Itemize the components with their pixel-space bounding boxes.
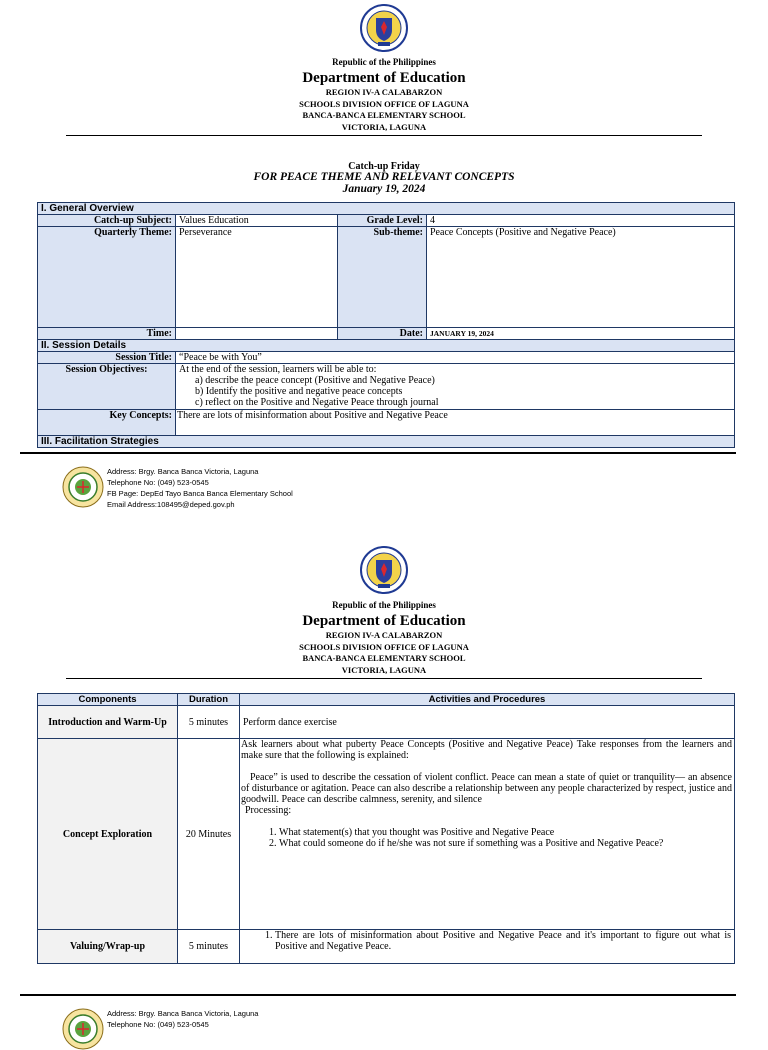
table-row <box>38 739 735 930</box>
date-label: Date: <box>338 328 427 340</box>
activity-intro: Perform dance exercise <box>240 706 735 739</box>
school-line: BANCA-BANCA ELEMENTARY SCHOOL <box>302 110 466 120</box>
catchup-date: January 19, 2024 <box>342 183 426 195</box>
duration-concept: 20 Minutes <box>178 739 240 930</box>
department-title: Department of Education <box>302 70 466 86</box>
region-line: REGION IV-A CALABARZON <box>325 630 443 640</box>
valuing-item: 1. There are lots of misinformation about Positive and Negative Peace and it's important to figure out what is Positive and Negative Peace. <box>275 930 731 952</box>
col-header-components: Components <box>38 694 178 706</box>
school-line: BANCA-BANCA ELEMENTARY SCHOOL <box>302 653 466 663</box>
region-line: REGION IV-A CALABARZON <box>325 87 443 97</box>
section-general-overview: I. General Overview <box>38 203 735 215</box>
republic-line: Republic of the Philippines <box>332 57 436 67</box>
footer-telephone: Telephone No: (049) 523-0545 <box>107 478 209 487</box>
town-line: VICTORIA, LAGUNA <box>341 664 427 675</box>
division-line: SCHOOLS DIVISION OFFICE OF LAGUNA <box>299 641 469 652</box>
grade-label: Grade Level: <box>338 215 427 227</box>
session-title-value: “Peace be with You” <box>176 352 735 364</box>
objective-item: a) describe the peace concept (Positive and Negative Peace) <box>195 375 435 386</box>
theme-label: Quarterly Theme: <box>38 227 176 328</box>
catchup-theme: FOR PEACE THEME AND RELEVANT CONCEPTS <box>253 171 515 183</box>
department-title: Department of Education <box>302 613 466 629</box>
footer-address: Address: Brgy. Banca Banca Victoria, Laguna <box>107 1009 259 1018</box>
duration-intro: 5 minutes <box>178 706 240 739</box>
key-concepts-value: There are lots of misinformation about Positive and Negative Peace <box>176 410 735 436</box>
time-label: Time: <box>38 328 176 340</box>
component-concept: Concept Exploration <box>38 739 178 930</box>
processing-label: Processing: <box>245 805 292 816</box>
footer-address: Address: Brgy. Banca Banca Victoria, Laguna <box>107 467 259 476</box>
catchup-label: Catch-up Friday <box>348 161 420 172</box>
question-item: 1. What statement(s) that you thought was Positive and Negative Peace <box>279 827 732 838</box>
activity-valuing <box>240 930 735 964</box>
component-intro: Introduction and Warm-Up <box>38 706 178 739</box>
table-row <box>38 930 735 964</box>
footer-info <box>107 1008 258 1030</box>
footer-email: Email Address:108495@deped.gov.ph <box>107 500 235 509</box>
section-session-details: II. Session Details <box>38 340 735 352</box>
theme-value: Perseverance <box>176 227 338 328</box>
objective-item: b) Identify the positive and negative peace concepts <box>195 386 403 397</box>
concept-paragraph-1: Ask learners about what puberty Peace Concepts (Positive and Negative Peace) Take responses from the learners and make sure that the following is explained: <box>241 739 732 761</box>
session-title-label: Session Title: <box>38 352 176 364</box>
subject-value: Values Education <box>176 215 338 227</box>
date-value: JANUARY 19, 2024 <box>427 328 735 340</box>
concept-paragraph-2: Peace” is used to describe the cessation of violent conflict. Peace can mean a state of quiet or tranquility— an absence of disturbance or agitation. Peace can also describe a relationship between any people characterized by respect, justice and goodwill. Peace can describe calmness, serenity, and silence <box>241 772 732 805</box>
subject-label: Catch-up Subject: <box>38 215 176 227</box>
question-item: 2. What could someone do if he/she was not sure if something was a Positive and Negative Peace? <box>279 838 732 849</box>
col-header-duration: Duration <box>178 694 240 706</box>
footer-fb-page: FB Page: DepEd Tayo Banca Banca Elementary School <box>107 489 293 498</box>
objectives-label: Session Objectives: <box>38 364 176 410</box>
division-line: SCHOOLS DIVISION OFFICE OF LAGUNA <box>299 98 469 109</box>
objectives-intro: At the end of the session, learners will be able to: <box>179 364 377 375</box>
subtheme-value: Peace Concepts (Positive and Negative Peace) <box>427 227 735 328</box>
processing-questions <box>241 827 732 849</box>
grade-value: 4 <box>427 215 735 227</box>
footer-rule <box>20 994 736 996</box>
footer-telephone: Telephone No: (049) 523-0545 <box>107 1020 209 1029</box>
table-row <box>38 706 735 739</box>
subtheme-label: Sub-theme: <box>338 227 427 328</box>
header-rule <box>66 678 702 679</box>
duration-valuing: 5 minutes <box>178 930 240 964</box>
activity-concept <box>240 739 735 930</box>
objective-item: c) reflect on the Positive and Negative Peace through journal <box>195 397 439 408</box>
school-logo-icon <box>62 1008 104 1050</box>
col-header-activities: Activities and Procedures <box>240 694 735 706</box>
deped-seal-icon <box>360 546 408 594</box>
component-valuing: Valuing/Wrap-up <box>38 930 178 964</box>
town-line: VICTORIA, LAGUNA <box>341 121 427 132</box>
key-concepts-label: Key Concepts: <box>38 410 176 436</box>
facilitation-table <box>37 693 735 964</box>
letterhead <box>0 600 768 676</box>
republic-line: Republic of the Philippines <box>332 600 436 610</box>
valuing-list <box>243 930 731 952</box>
section-facilitation: III. Facilitation Strategies <box>38 436 735 448</box>
